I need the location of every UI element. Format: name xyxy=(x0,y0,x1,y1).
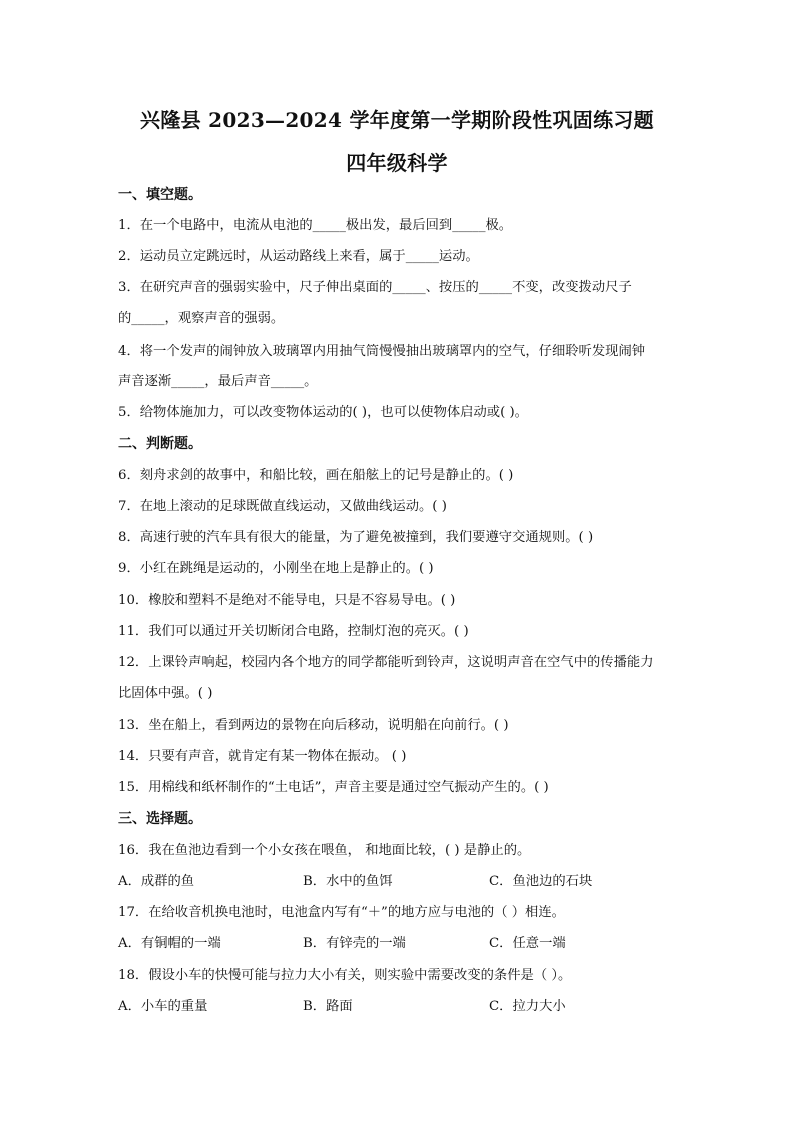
question-10: 10．橡胶和塑料不是绝对不能导电，只是不容易导电。( ) xyxy=(118,593,456,608)
question-4-line-1: 4．将一个发声的闹钟放入玻璃罩内用抽气筒慢慢抽出玻璃罩内的空气，仔细聆听发现闹钟 xyxy=(118,344,646,359)
question-16-option-b: B．水中的鱼饵 xyxy=(303,874,393,889)
question-17-option-b: B．有锌壳的一端 xyxy=(303,936,406,951)
question-7: 7．在地上滚动的足球既做直线运动，又做曲线运动。( ) xyxy=(118,499,447,514)
question-9: 9．小红在跳绳是运动的，小刚坐在地上是静止的。( ) xyxy=(118,561,434,576)
question-17: 17．在给收音机换电池时，电池盒内写有“＋”的地方应与电池的（ ）相连。 xyxy=(118,905,565,920)
question-17-option-c: C．任意一端 xyxy=(489,936,566,951)
question-3-line-2: 的_____，观察声音的强弱。 xyxy=(118,311,285,326)
question-8: 8．高速行驶的汽车具有很大的能量，为了避免被撞到，我们要遵守交通规则。( ) xyxy=(118,530,594,545)
section-heading-judge: 二、判断题。 xyxy=(118,436,202,452)
question-2: 2．运动员立定跳远时，从运动路线上来看，属于_____运动。 xyxy=(118,249,479,264)
question-18-option-c: C．拉力大小 xyxy=(489,999,566,1014)
page-subtitle: 四年级科学 xyxy=(346,151,448,175)
question-12-line-2: 比固体中强。( ) xyxy=(118,686,213,701)
question-18: 18．假设小车的快慢可能与拉力大小有关，则实验中需要改变的条件是（ ）。 xyxy=(118,968,572,983)
question-18-option-b: B．路面 xyxy=(303,999,353,1014)
question-12-line-1: 12．上课铃声响起，校园内各个地方的同学都能听到铃声，这说明声音在空气中的传播能力 xyxy=(118,655,654,670)
question-1: 1．在一个电路中，电流从电池的_____极出发，最后回到_____极。 xyxy=(118,218,513,233)
question-16-option-c: C．鱼池边的石块 xyxy=(489,874,593,889)
question-15: 15．用棉线和纸杯制作的“土电话”，声音主要是通过空气振动产生的。( ) xyxy=(118,780,549,795)
question-3-line-1: 3．在研究声音的强弱实验中，尺子伸出桌面的_____、按压的_____不变，改变拨动尺子 xyxy=(118,280,632,295)
question-4-line-2: 声音逐渐_____，最后声音_____。 xyxy=(118,374,318,389)
question-5: 5．给物体施加力，可以改变物体运动的( )，也可以使物体启动或( )。 xyxy=(118,405,528,420)
question-13: 13．坐在船上，看到两边的景物在向后移动，说明船在向前行。( ) xyxy=(118,718,509,733)
question-11: 11．我们可以通过开关切断闭合电路，控制灯泡的亮灭。( ) xyxy=(118,624,469,639)
question-18-option-a: A．小车的重量 xyxy=(118,999,208,1014)
question-17-option-a: A．有铜帽的一端 xyxy=(118,936,221,951)
question-16: 16．我在鱼池边看到一个小女孩在喂鱼， 和地面比较，( ) 是静止的。 xyxy=(118,843,531,858)
question-16-option-a: A．成群的鱼 xyxy=(118,874,195,889)
section-heading-choice: 三、选择题。 xyxy=(118,811,202,827)
question-14: 14．只要有声音，就肯定有某一物体在振动。 ( ) xyxy=(118,749,407,764)
page-title: 兴隆县 2023—2024 学年度第一学期阶段性巩固练习题 xyxy=(140,108,654,132)
section-heading-fill: 一、填空题。 xyxy=(118,187,202,203)
question-6: 6．刻舟求剑的故事中，和船比较，画在船舷上的记号是静止的。( ) xyxy=(118,468,514,483)
